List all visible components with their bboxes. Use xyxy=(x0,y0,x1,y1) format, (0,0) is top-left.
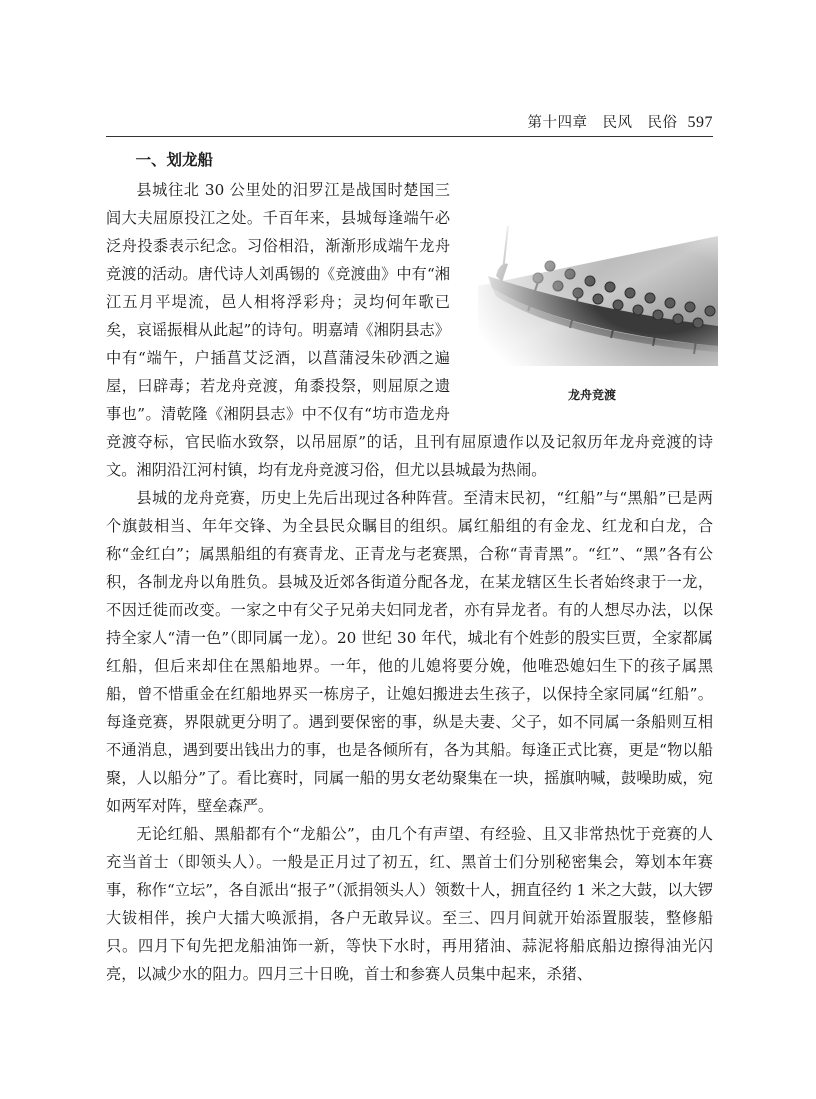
chapter-title: 第十四章 民风 民俗 xyxy=(527,115,678,131)
paragraph: 县城的龙舟竞赛，历史上先后出现过各种阵营。至清末民初，“红船”与“黑船”已是两个旗鼓相当、年年交锋、为全县民众瞩目的组织。属红船组的有金龙、红龙和白龙，合称“金红白”；属黑船组的有赛青龙、正青龙与老赛黑，合称“青青黑”。“红”、“黑”各有公积，各制龙舟以角胜负。县城及近郊各街道分配各龙，在某龙辖区生长者始终隶于一龙，不因迁徙而改变。一家之中有父子兄弟夫妇同龙者，亦有异龙者。有的人想尽办法，以保持全家人“清一色”（即同属一龙）。20 世纪 30 年代，城北有个姓彭的殷实巨贾，全家都属红船，但后来却住在黑船地界。一年，他的儿媳将要分娩，他唯恐媳妇生下的孩子属黑船，曾不惜重金在红船地界买一栋房子，让媳妇搬进去生孩子，以保持全家同属“红船”。每逢竞赛，界限就更分明了。遇到要保密的事，纵是夫妻、父子，如不同属一条船则互相不通消息，遇到要出钱出力的事，也是各倾所有，各为其船。每逢正式比赛，更是“物以船聚，人以船分”了。看比赛时，同属一船的男女老幼聚集在一块，摇旗呐喊，鼓噪助威，宛如两军对阵，壁垒森严。 xyxy=(106,489,713,815)
paragraph: 无论红船、黑船都有个“龙船公”，由几个有声望、有经验、且又非常热忱于竞赛的人充当首士（即领头人）。一般是正月过了初五，红、黑首士们分别秘密集会，筹划本年赛事，称作“立坛”，各自派出“报子”（派捐领头人）领数十人，拥直径约 1 米之大鼓，以大锣大钹相伴，挨户大擂大唤派捐，各户无敢异议。至三、四月间就开始添置服装，整修船只。四月下旬先把龙船油饰一新，等快下水时，再用猪油、蒜泥将船底船边擦得油光闪亮，以减少水的阻力。四月三十日晚，首士和参赛人员集中起来，杀猪、 xyxy=(106,825,713,983)
dragon-boat-photo xyxy=(478,216,718,366)
figure-caption: 龙舟竞渡 xyxy=(567,388,616,402)
page-content xyxy=(106,146,713,988)
figure xyxy=(468,176,716,412)
running-header xyxy=(106,112,713,137)
page-number: 597 xyxy=(687,114,713,131)
paragraph: 县城往北 30 公里处的汨罗江是战国时楚国三闾大夫屈原投江之处。千百年来，县城每逢端午必泛舟投黍表示纪念。习俗相沿，渐渐形成端午龙舟竞渡的活动。唐代诗人刘禹锡的《竞渡曲》中有“湘江五月平堤流，邑人相将浮彩舟；灵均何年歌已矣，哀谣振楫从此起”的诗句。明嘉靖《湘阴县志》中有“端午，户插菖艾泛酒，以菖蒲浸朱砂洒之遍屋，曰辟毒；若龙舟竞渡，角黍投祭，则屈原之遗事也”。清乾隆《湘阴县志》中不仅有“坊市造龙舟竞渡夺标，官民临水致祭，以吊屈原”的话，且刊有屈原遗作以及记叙历年龙舟竞渡的诗文。湘阴沿江河村镇，均有龙舟竞渡习俗，但尤以县城最为热闹。 xyxy=(106,181,713,479)
section-heading: 一、划龙船 xyxy=(135,151,213,169)
